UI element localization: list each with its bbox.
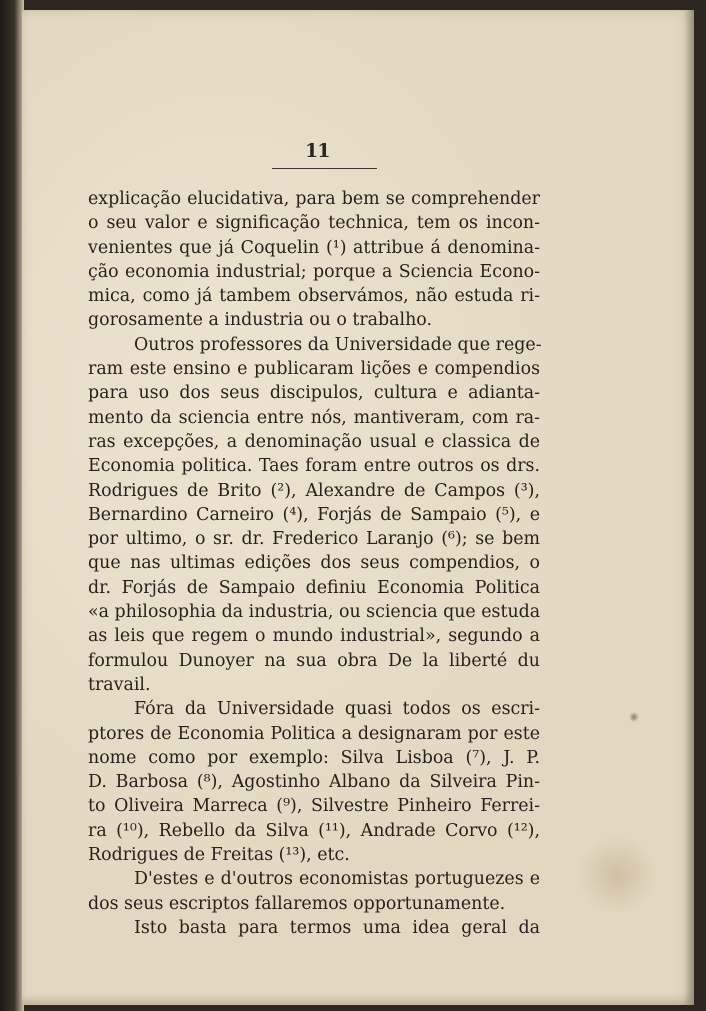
text-line: o seu valor e significação technica, tem os incon-: [88, 213, 540, 234]
text-line: venientes que já Coquelin (¹) attribue á denomina-: [88, 237, 540, 258]
text-line: as leis que regem o mundo industrial», segundo a: [88, 626, 540, 647]
body-text: [88, 187, 540, 940]
text-line: para uso dos seus discipulos, cultura e adianta-: [88, 383, 540, 404]
text-line: ras excepções, a denominação usual e classica de: [88, 431, 540, 452]
text-line: Outros professores da Universidade que rege-: [134, 334, 542, 355]
text-line: gorosamente a industria ou o trabalho.: [88, 310, 432, 331]
text-line: Isto basta para termos uma idea geral da: [134, 917, 540, 938]
text-line: Fóra da Universidade quasi todos os escri-: [134, 699, 540, 720]
text-line: D. Barbosa (⁸), Agostinho Albano da Silveira Pin-: [88, 772, 540, 793]
text-line: dos seus escriptos fallaremos opportunamente.: [88, 893, 506, 914]
text-line: «a philosophia da industria, ou sciencia que estuda: [88, 602, 541, 623]
text-line: dr. Forjás de Sampaio definiu Economia Politica: [88, 577, 540, 598]
text-line: travail.: [88, 674, 151, 695]
text-line: ção economia industrial; porque a Sciencia Econo-: [88, 261, 540, 282]
book-page: [22, 10, 694, 1005]
header-rule: [272, 168, 377, 169]
text-line: explicação elucidativa, para bem se comprehender: [88, 189, 540, 209]
text-line: ptores de Economia Politica a designaram por este: [88, 723, 540, 744]
text-line: to Oliveira Marreca (⁹), Silvestre Pinheiro Ferrei-: [88, 796, 540, 817]
text-line: que nas ultimas edições dos seus compendios, o: [88, 553, 540, 574]
text-line: mica, como já tambem observámos, não estuda ri-: [88, 286, 540, 307]
text-line: D'estes e d'outros economistas portuguezes e: [134, 869, 540, 890]
text-line: mento da sciencia entre nós, mantiveram, com ra-: [88, 407, 540, 428]
text-line: por ultimo, o sr. dr. Frederico Laranjo (⁶); se bem: [88, 529, 540, 550]
text-line: ram este ensino e publicaram lições e compendios: [88, 359, 540, 380]
book-gutter-shadow: [0, 0, 24, 1011]
page-edge-shading: [684, 10, 694, 1005]
text-line: Rodrigues de Brito (²), Alexandre de Campos (³),: [88, 480, 540, 501]
text-line: ra (¹⁰), Rebello da Silva (¹¹), Andrade Corvo (¹²),: [88, 820, 540, 841]
text-line: formulou Dunoyer na sua obra De la liberté du: [88, 650, 540, 671]
page-number: 11: [305, 140, 330, 162]
text-line: Rodrigues de Freitas (¹³), etc.: [88, 845, 350, 866]
text-line: Bernardino Carneiro (⁴), Forjás de Sampaio (⁵), e: [88, 504, 540, 525]
text-line: Economia politica. Taes foram entre outros os drs.: [88, 456, 540, 477]
text-line: nome como por exemplo: Silva Lisboa (⁷), J. P.: [88, 747, 540, 768]
